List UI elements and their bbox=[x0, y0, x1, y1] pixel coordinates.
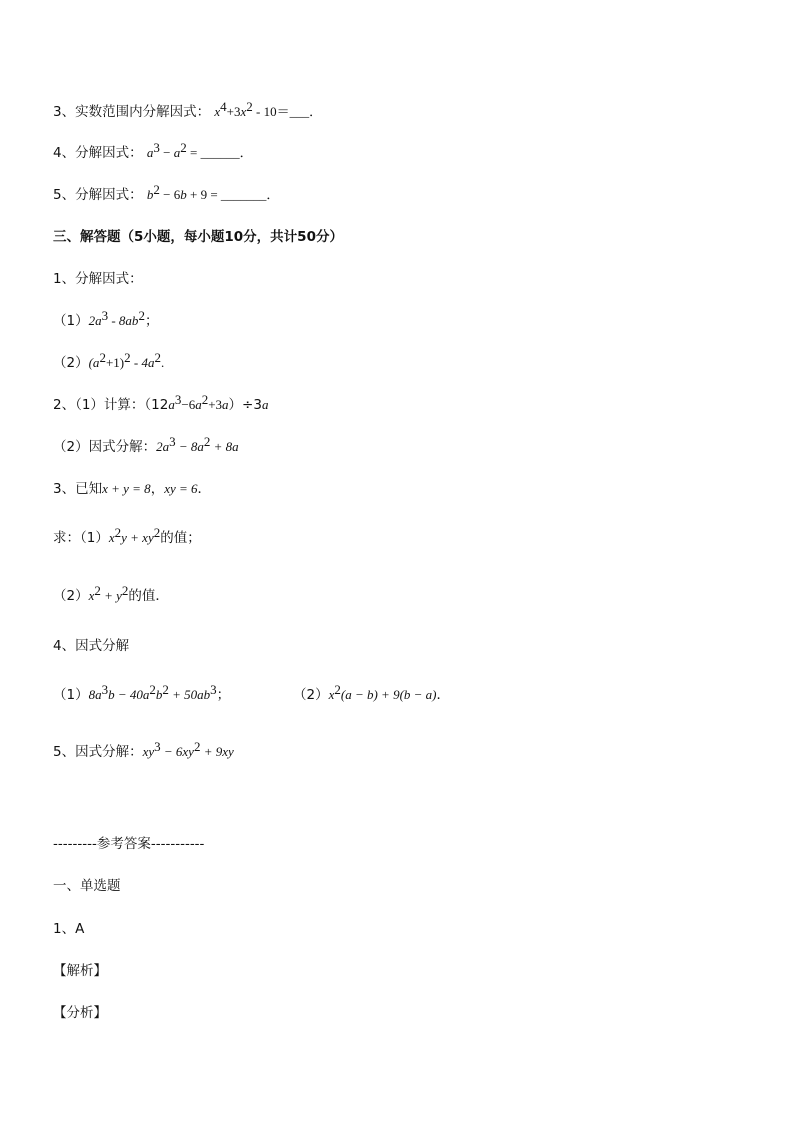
exponent: 2 bbox=[99, 350, 106, 365]
math-var: a bbox=[168, 397, 175, 412]
part-number: （1） bbox=[53, 687, 89, 703]
answer-blank: = ______． bbox=[186, 145, 253, 160]
exponent: 2 bbox=[138, 308, 145, 323]
exponent: 2 bbox=[193, 739, 201, 754]
section-1-title: 一、单选题 bbox=[53, 878, 121, 894]
math-var: a bbox=[195, 397, 202, 412]
question-3 bbox=[53, 99, 323, 121]
exponent: 2 bbox=[94, 583, 101, 598]
problem-1-label: 1、分解因式： bbox=[53, 271, 143, 287]
question-5-label: 5、分解因式： bbox=[53, 187, 143, 203]
exponent: 3 bbox=[101, 308, 109, 323]
part-number: （1） bbox=[53, 313, 89, 329]
math-expr: + 8a bbox=[210, 439, 239, 454]
problem-3-given bbox=[53, 480, 211, 498]
math-op: +3 bbox=[226, 104, 241, 119]
exponent: 3 bbox=[101, 682, 109, 697]
math-expr: + 9xy bbox=[200, 744, 234, 759]
math-expr: 8a bbox=[88, 687, 102, 702]
math-expr: + 50ab bbox=[168, 687, 211, 702]
part-number: （2） bbox=[293, 687, 329, 703]
math-expr: +1) bbox=[105, 355, 125, 370]
exponent: 3 bbox=[153, 140, 160, 155]
math-var: a bbox=[173, 145, 181, 160]
math-op: − bbox=[159, 145, 174, 160]
punctuation: ． bbox=[436, 687, 451, 703]
exponent: 2 bbox=[180, 140, 187, 155]
section-3-title: 三、解答题（5小题，每小题10分，共计50分） bbox=[53, 229, 343, 245]
math-expr: (a bbox=[88, 355, 100, 370]
part-label: （2）因式分解： bbox=[53, 439, 157, 455]
math-var: x bbox=[328, 687, 335, 702]
part-number: （2） bbox=[53, 355, 89, 371]
question-3-label: 3、实数范围内分解因式： bbox=[53, 104, 211, 120]
problem-2-label: 2、（1）计算：（12 bbox=[53, 397, 169, 413]
math-expr: - 4a bbox=[130, 355, 155, 370]
exponent: 3 bbox=[174, 392, 182, 407]
exponent: 2 bbox=[124, 350, 131, 365]
text: 的值． bbox=[128, 588, 169, 604]
text: 的值； bbox=[160, 530, 201, 546]
punctuation: ， bbox=[150, 481, 165, 497]
math-var: x bbox=[108, 530, 115, 545]
math-op: ）÷3 bbox=[228, 397, 262, 413]
punctuation: ； bbox=[216, 687, 231, 703]
math-expr: x + y = 8 bbox=[102, 481, 151, 496]
exponent: 3 bbox=[210, 682, 217, 697]
problem-2-part-1 bbox=[53, 392, 269, 414]
problem-5-label: 5、因式分解： bbox=[53, 744, 143, 760]
problem-4-part-1 bbox=[53, 682, 231, 704]
question-4 bbox=[53, 140, 253, 162]
exponent: 2 bbox=[162, 682, 169, 697]
exponent: 2 bbox=[149, 682, 156, 697]
math-expr: − 8a bbox=[175, 439, 204, 454]
problem-3-part-1 bbox=[53, 525, 201, 547]
exponent: 3 bbox=[154, 739, 161, 754]
exponent: 2 bbox=[114, 525, 122, 540]
exponent: 2 bbox=[246, 99, 253, 114]
exponent: 2 bbox=[121, 583, 129, 598]
answer-blank: + 9 = _______． bbox=[186, 187, 280, 202]
math-expr: (a − b) + 9(b − a) bbox=[340, 687, 437, 702]
part-label: 求：（1） bbox=[53, 530, 109, 546]
math-expr: 2a bbox=[88, 313, 102, 328]
math-expr: − 6xy bbox=[160, 744, 194, 759]
exponent: 4 bbox=[220, 99, 227, 114]
exponent: 2 bbox=[201, 392, 209, 407]
answer-1: 1、A bbox=[53, 921, 85, 937]
math-tail: - 10＝___． bbox=[252, 104, 323, 119]
math-var: x bbox=[240, 104, 247, 119]
math-var: b bbox=[155, 687, 163, 702]
math-var: a bbox=[146, 145, 154, 160]
analysis-heading: 【解析】 bbox=[53, 963, 107, 979]
problem-1-part-2 bbox=[53, 350, 165, 372]
math-expr: 2a bbox=[156, 439, 170, 454]
answer-key-header: ---------参考答案----------- bbox=[53, 836, 205, 852]
math-expr: b − 40a bbox=[108, 687, 150, 702]
exponent: 2 bbox=[154, 350, 161, 365]
exponent: 2 bbox=[153, 182, 160, 197]
math-expr: xy bbox=[142, 744, 155, 759]
exponent: 2 bbox=[153, 525, 161, 540]
math-var: b bbox=[146, 187, 154, 202]
exponent: 2 bbox=[203, 434, 211, 449]
problem-1-part-1 bbox=[53, 308, 159, 330]
math-expr: xy = 6 bbox=[164, 481, 198, 496]
math-var: b bbox=[180, 187, 187, 202]
problem-5 bbox=[53, 739, 234, 761]
problem-2-part-2 bbox=[53, 434, 239, 456]
punctuation: ． bbox=[197, 481, 211, 497]
math-expr: + y bbox=[100, 588, 122, 603]
punctuation: ； bbox=[144, 313, 159, 329]
math-var: a bbox=[261, 397, 269, 412]
math-expr: y + xy bbox=[121, 530, 154, 545]
problem-4-part-2 bbox=[293, 682, 451, 704]
math-expr: - 8ab bbox=[108, 313, 139, 328]
math-op: +3 bbox=[208, 397, 223, 412]
math-var: a bbox=[222, 397, 229, 412]
punctuation: . bbox=[160, 355, 165, 370]
problem-4-label: 4、因式分解 bbox=[53, 638, 130, 654]
exponent: 2 bbox=[334, 682, 341, 697]
math-op: − 6 bbox=[159, 187, 181, 202]
exponent: 3 bbox=[169, 434, 176, 449]
math-op: −6 bbox=[181, 397, 196, 412]
part-number: （2） bbox=[53, 588, 89, 604]
breakdown-heading: 【分析】 bbox=[53, 1005, 107, 1021]
math-var: x bbox=[214, 104, 221, 119]
problem-3-label: 3、已知 bbox=[53, 481, 103, 497]
question-4-label: 4、分解因式： bbox=[53, 145, 143, 161]
math-var: x bbox=[88, 588, 95, 603]
problem-3-part-2 bbox=[53, 583, 169, 605]
question-5 bbox=[53, 182, 280, 204]
